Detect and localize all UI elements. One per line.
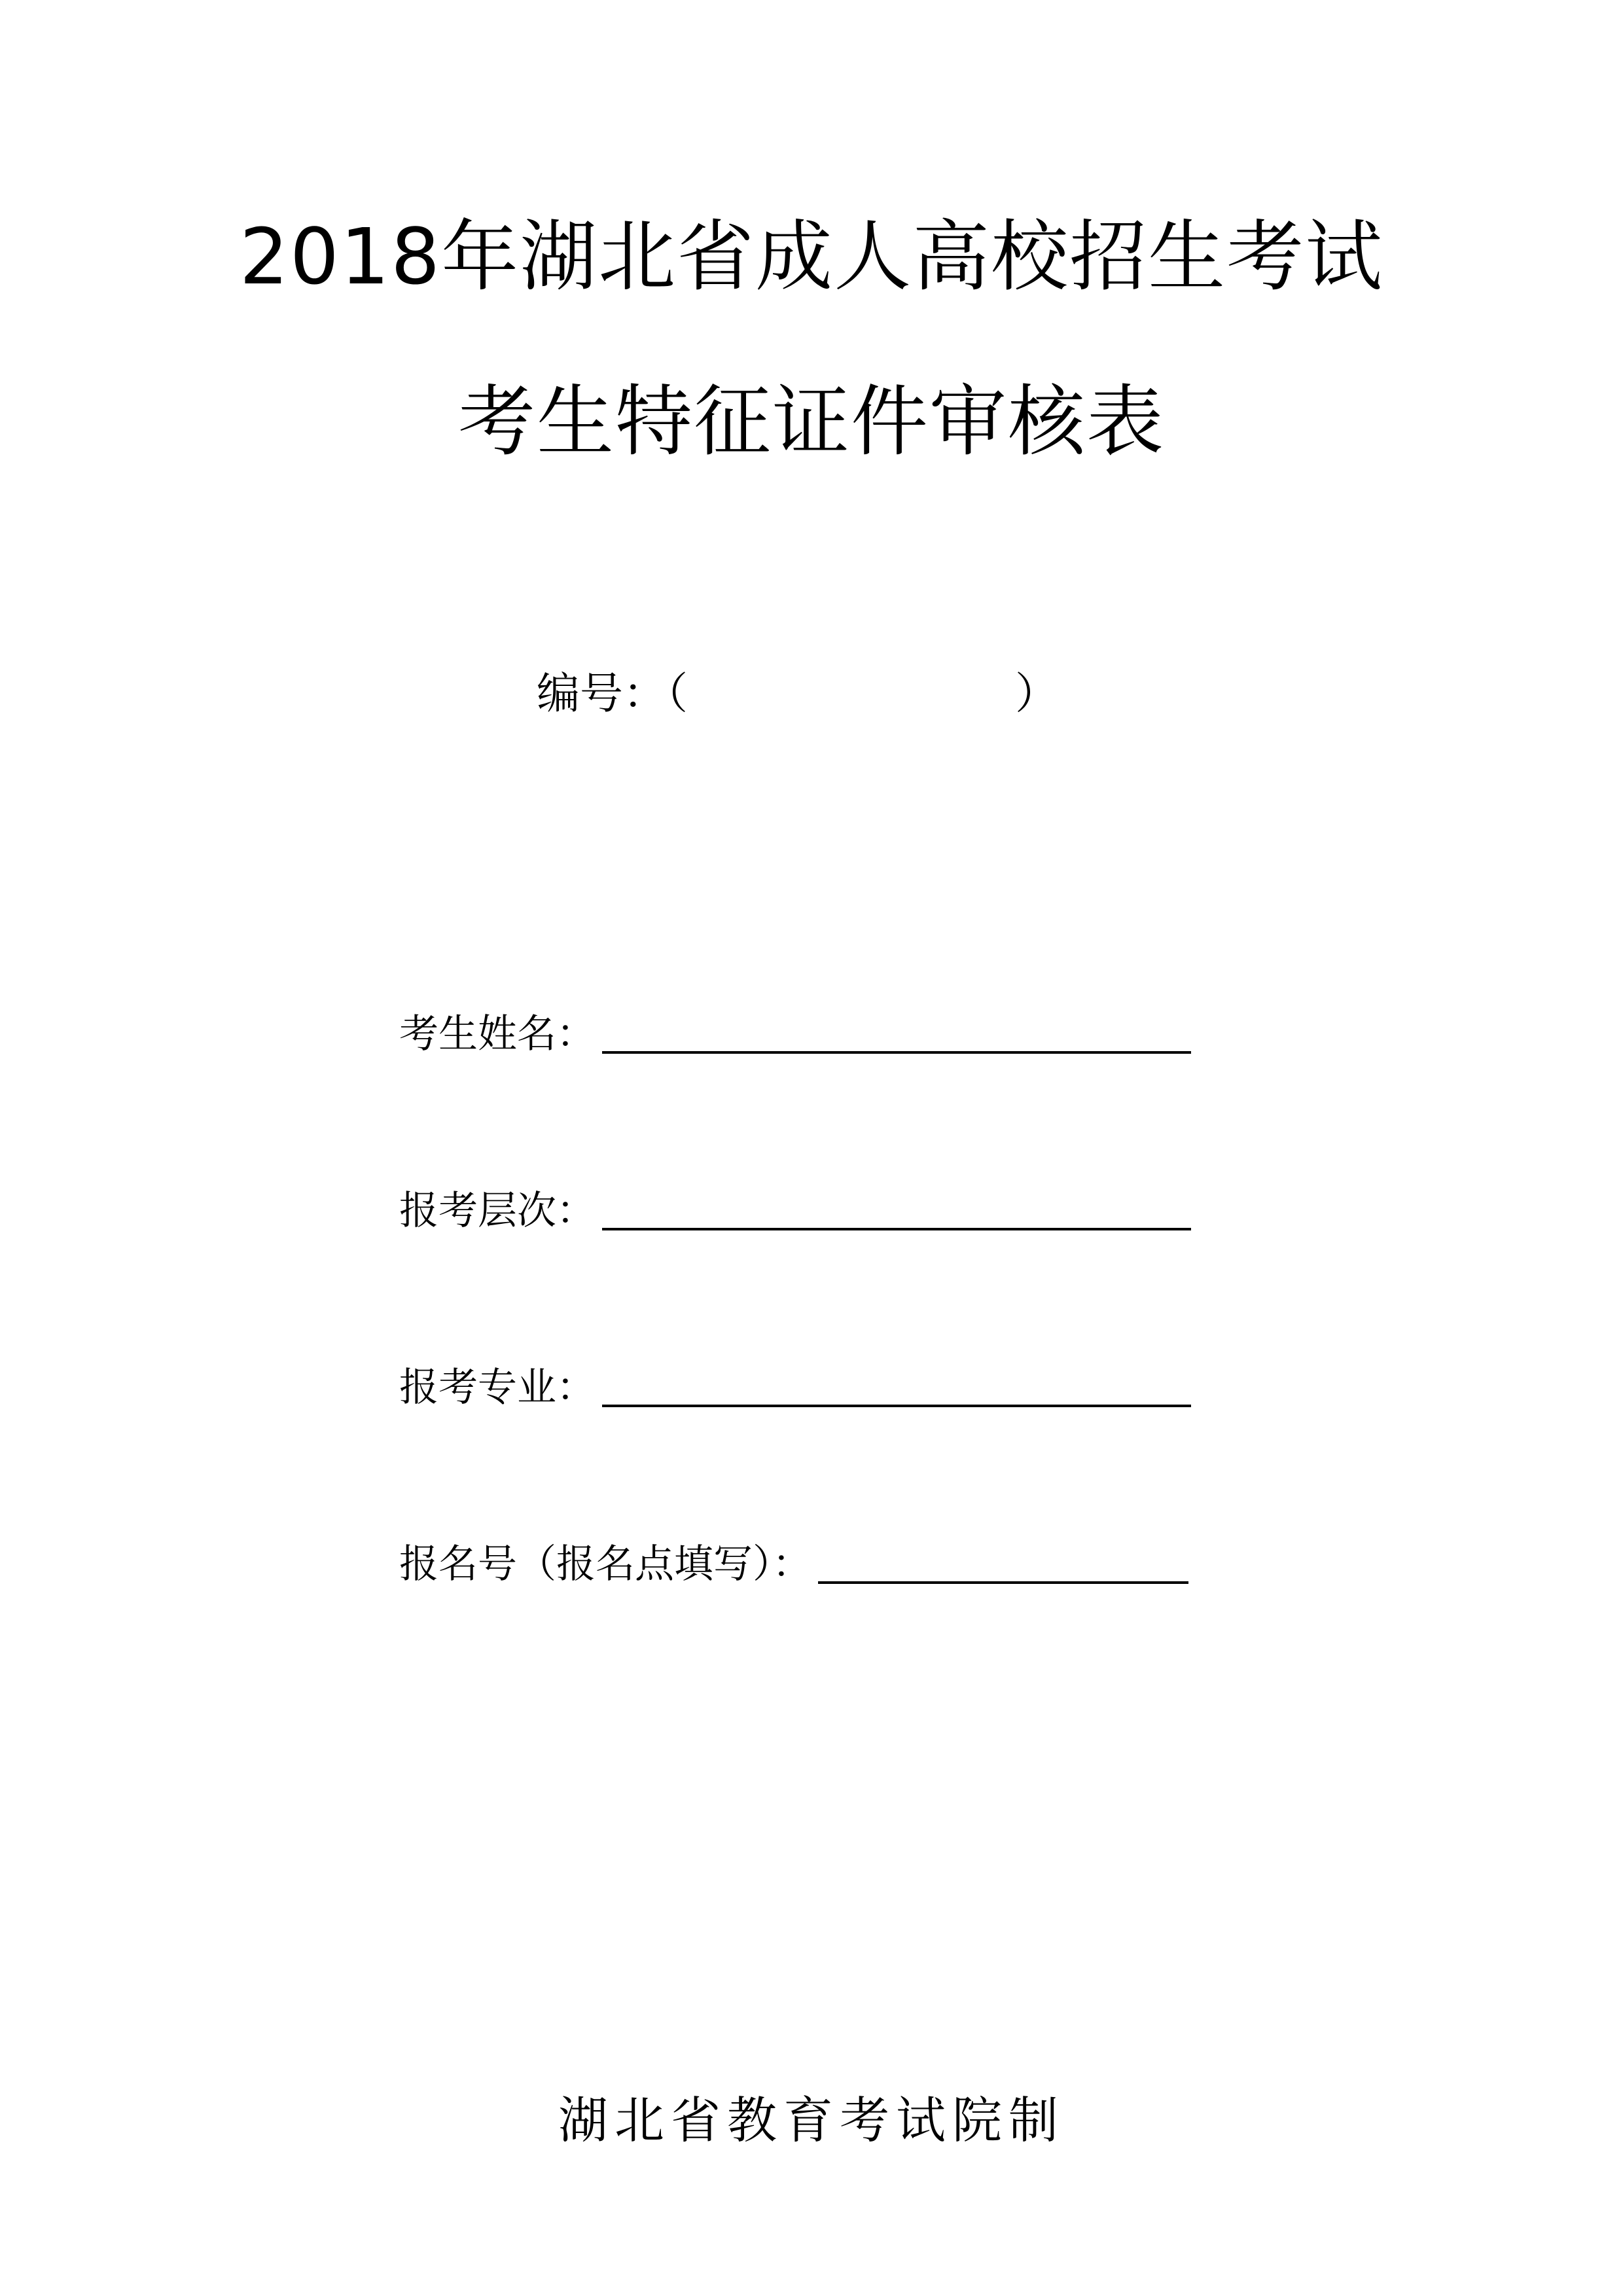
candidate-name-field[interactable] xyxy=(602,1012,1191,1054)
issuer-footer: 湖北省教育考试院制 xyxy=(558,2091,1065,2149)
serial-number-label: 编号： xyxy=(537,668,666,719)
serial-open-paren: （ xyxy=(666,668,688,719)
exam-major-row xyxy=(399,1361,1191,1414)
registration-number-row xyxy=(399,1538,1188,1590)
candidate-name-label: 考生姓名： xyxy=(399,1011,596,1057)
candidate-name-row xyxy=(399,1008,1191,1060)
document-title-line-1: 2018年湖北省成人高校招生考试 xyxy=(239,211,1384,302)
exam-level-field[interactable] xyxy=(602,1189,1191,1230)
exam-level-label: 报考层次： xyxy=(399,1188,596,1234)
exam-level-row xyxy=(399,1185,1191,1237)
registration-number-field[interactable] xyxy=(818,1542,1188,1584)
registration-number-label: 报名号（报名点填写）： xyxy=(399,1541,812,1587)
serial-number-row xyxy=(537,668,1058,720)
document-title-line-2: 考生特征证件审核表 xyxy=(457,376,1165,467)
exam-major-field[interactable] xyxy=(602,1365,1191,1407)
exam-major-label: 报考专业： xyxy=(399,1365,596,1410)
serial-close-paren: ） xyxy=(1015,668,1058,719)
